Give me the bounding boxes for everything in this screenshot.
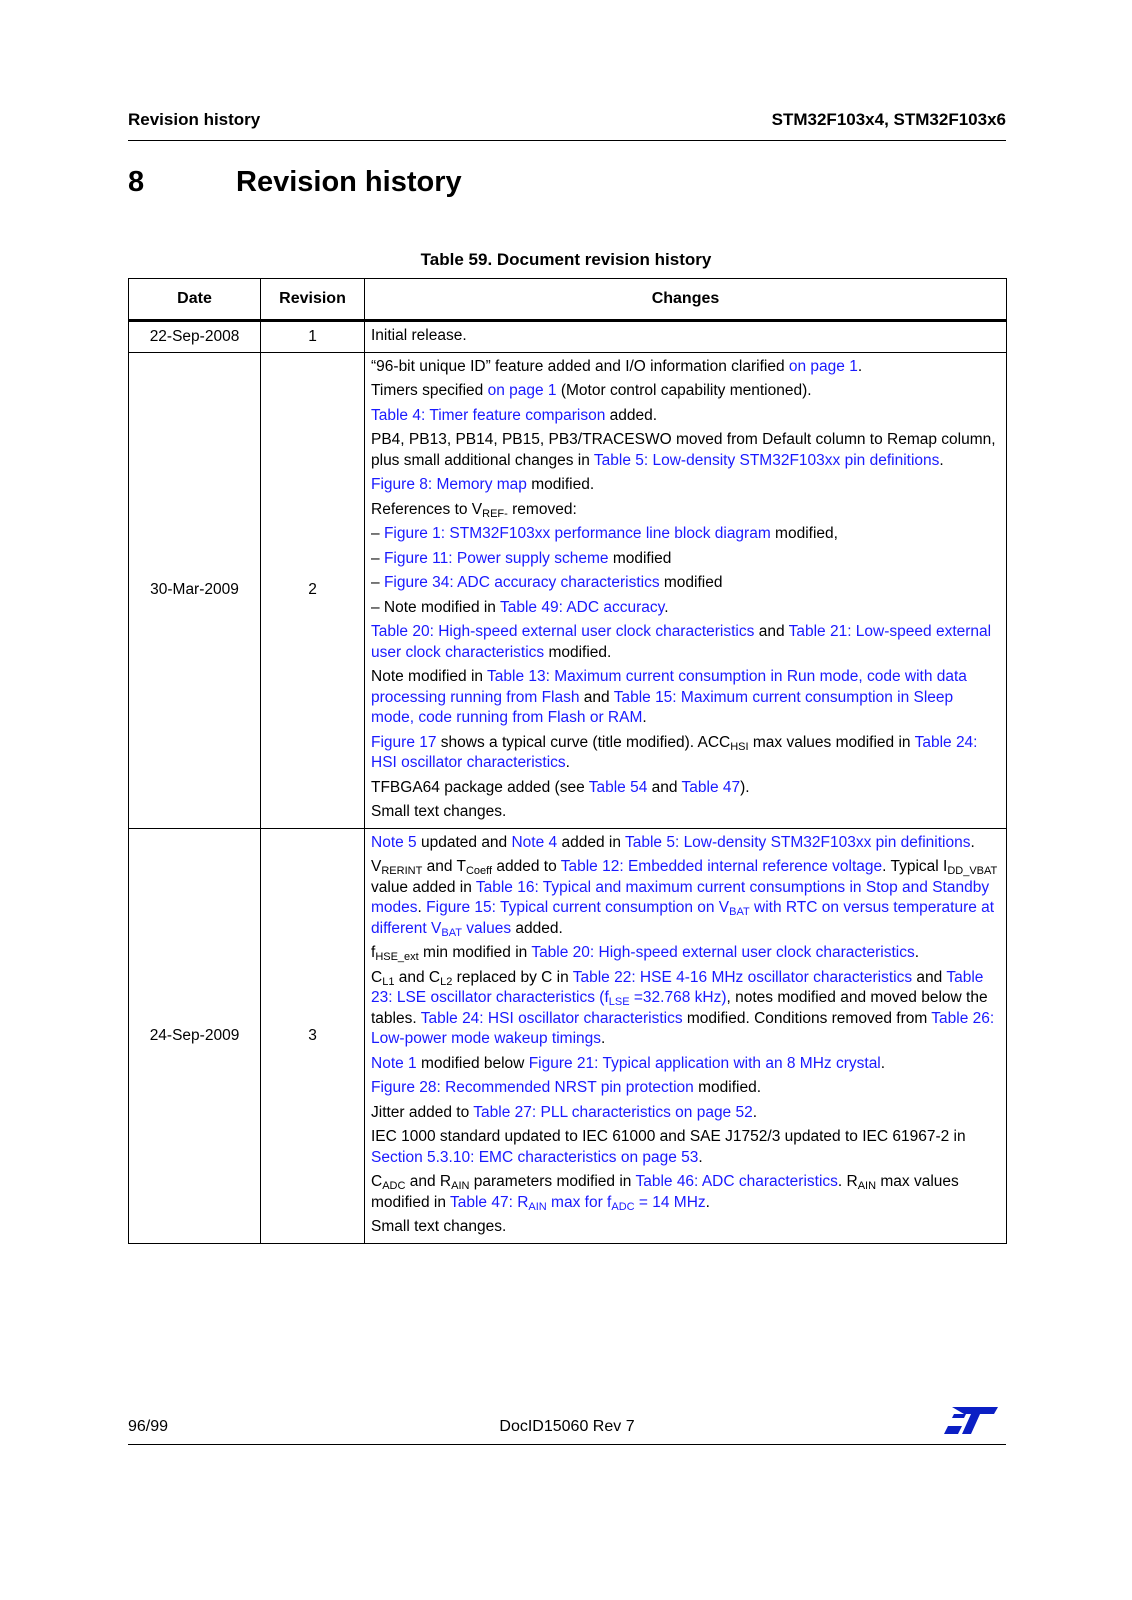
document-id: DocID15060 Rev 7 [499,1418,635,1435]
header-section-title: Revision history [128,110,261,129]
change-item: $f_{HSE\_ext}$ min modified in Table 20: High-speed external user clock characteristics. [371,944,920,963]
figure-link[interactable]: Figure 1: STM32F103xx performance line block diagram [383,525,771,542]
table-link[interactable]: Table 16: Typical and maximum current consumptions in Stop and Standby modes [371,878,990,916]
note-link[interactable]: Note 1 [371,1054,417,1072]
table-link[interactable]: Table 24: HSI oscillator characteristics [371,733,978,771]
page-link[interactable]: on page 1 [788,357,858,375]
page-link[interactable]: on page 1 [487,382,557,399]
change-item: Figure 17 shows a typical curve (title modified). $ACC_{HSI}$ max values modified in Table 24: HSI oscillator characteristics. [371,733,978,771]
change-item: References to $V_{REF-}$ removed: [371,500,577,520]
table-link[interactable]: Table 47: $R_{AIN}$ max for $f_{ADC} = 14$ MHz [449,1193,706,1213]
note-link[interactable]: Note 4 [511,833,558,851]
page-footer [128,1418,1006,1445]
figure-link[interactable]: Figure 15: Typical current consumption on $V_{BAT}$ with RTC on versus temperature at different $V_{BAT}$ values [371,899,995,939]
figure-link[interactable]: Figure 11: Power supply scheme [383,549,609,567]
table-row [129,828,1007,1243]
table-link[interactable]: Table 27: PLL characteristics on page 52 [473,1103,753,1121]
section-number: 8 [128,166,145,198]
table-link[interactable]: Table 47 [681,778,741,796]
change-item: Initial release. [371,327,467,344]
table-row [129,352,1007,828]
change-item: – Figure 34: ADC accuracy characteristics modified [371,574,723,591]
figure-link[interactable]: Figure 8: Memory map [371,476,527,493]
changes-cell [365,828,1007,1243]
date-cell: 30-Mar-2009 [129,352,261,828]
change-item: – Figure 1: STM32F103xx performance line block diagram modified, [371,525,838,542]
date-cell: 22-Sep-2008 [129,321,261,353]
table-link[interactable]: Table 15: Maximum current consumption in Sleep mode, code running from Flash or RAM [371,688,954,726]
change-item: Note 5 updated and Note 4 added in Table 5: Low-density STM32F103xx pin definitions. [371,833,975,851]
change-item: Note 1 modified below Figure 21: Typical application with an 8 MHz crystal. [371,1054,886,1072]
change-item: $C_{ADC}$ and $R_{AIN}$ parameters modified in Table 46: ADC characteristics. $R_{AIN}$ max values modified in Table 47: $R_{AIN}$ max for $f_{ADC} = 14$ MHz. [371,1173,959,1213]
change-item: TFBGA64 package added (see Table 54 and Table 47). [371,778,750,796]
revision-cell: 2 [261,352,365,828]
table-link[interactable]: Table 21: Low-speed external user clock characteristics [371,623,992,661]
table-link[interactable]: Table 13: Maximum current consumption in Run mode, code with data processing running from Flash [371,668,967,706]
table-header-row [129,279,1007,321]
change-item: – Figure 11: Power supply scheme modified [371,549,672,567]
table-link[interactable]: Table 22: HSE 4-16 MHz oscillator characteristics [572,968,913,986]
table-link[interactable]: Table 12: Embedded internal reference voltage [560,858,883,875]
table-link[interactable]: Table 20: High-speed external user clock characteristics [371,623,755,640]
change-item: $V_{RERINT}$ and $T_{Coeff}$ added to Table 12: Embedded internal reference voltage. Typical $I_{DD\_VBAT}$ value added in Table 16: Typical and maximum current consumptions in Stop and Standby modes. Figure 15: Typical current consumption on $V_{BAT}$ with RTC on versus temperature at different $V_{BAT}$ values added. [371,858,998,939]
table-link[interactable]: Table 49: ADC accuracy [499,598,665,616]
change-item: IEC 1000 standard updated to IEC 61000 and SAE J1752/3 updated to IEC 61967-2 in Section 5.3.10: EMC characteristics on page 53. [371,1128,966,1166]
table-link[interactable]: Table 24: HSI oscillator characteristics [420,1009,683,1027]
revision-cell: 1 [261,321,365,353]
change-item: Table 20: High-speed external user clock characteristics and Table 21: Low-speed external user clock characteristics modified. [371,623,992,661]
st-logo-icon [944,1404,1000,1441]
change-item: Figure 28: Recommended NRST pin protection modified. [371,1079,761,1096]
column-header-revision: Revision [261,279,365,321]
date-cell: 24-Sep-2009 [129,828,261,1243]
changes-cell [365,321,1007,353]
table-row [129,321,1007,353]
section-link[interactable]: Section 5.3.10: EMC characteristics on page 53 [371,1148,699,1166]
change-item: PB4, PB13, PB14, PB15, PB3/TRACESWO moved from Default column to Remap column, plus small additional changes in Table 5: Low-density STM32F103xx pin definitions. [371,431,996,469]
page-header [128,110,1006,141]
note-link[interactable]: Note 5 [371,833,417,851]
change-item: Note modified in Table 13: Maximum current consumption in Run mode, code with data processing running from Flash and Table 15: Maximum current consumption in Sleep mode, code running from Flash or RAM. [371,668,967,726]
table-caption: Table 59. Document revision history [420,250,712,269]
table-link[interactable]: Table 26: Low-power mode wakeup timings [371,1009,995,1047]
page-number: 96/99 [128,1418,169,1435]
section-title: Revision history [236,166,462,198]
change-item: Timers specified on page 1 (Motor control capability mentioned). [371,382,812,399]
table-link[interactable]: Table 5: Low-density STM32F103xx pin definitions [624,833,971,851]
change-item: Table 4: Timer feature comparison added. [371,406,658,424]
revision-cell: 3 [261,828,365,1243]
change-item: – Note modified in Table 49: ADC accuracy. [371,598,669,616]
header-product-name: STM32F103x4, STM32F103x6 [771,110,1006,129]
table-link[interactable]: Table 4: Timer feature comparison [371,406,606,424]
table-link[interactable]: Table 54 [588,778,648,796]
revision-history-table [128,278,1007,1244]
figure-link[interactable]: Figure 21: Typical application with an 8 MHz crystal [528,1054,881,1072]
change-item: Small text changes. [371,1218,507,1235]
column-header-date: Date [129,279,261,321]
change-item: Jitter added to Table 27: PLL characteristics on page 52. [371,1103,758,1121]
figure-link[interactable]: Figure 34: ADC accuracy characteristics [383,574,660,591]
table-link[interactable]: Table 20: High-speed external user clock characteristics [531,944,915,961]
changes-cell [365,352,1007,828]
change-item: $C_{L1}$ and $C_{L2}$ replaced by C in Table 22: HSE 4-16 MHz oscillator characteristics and Table 23: LSE oscillator characteristics ($f_{LSE} =32.768$ kHz), notes modified and moved below the tables. Table 24: HSI oscillator characteristics modified. Conditions removed from Table 26: Low-power mode wakeup timings. [371,968,995,1047]
change-item: Small text changes. [371,803,507,820]
column-header-changes: Changes [365,279,1007,321]
figure-link[interactable]: Figure 28: Recommended NRST pin protection [371,1079,694,1096]
figure-link[interactable]: Figure 17 [371,733,437,751]
change-item: “96-bit unique ID” feature added and I/O information clarified on page 1. [371,357,863,375]
table-link[interactable]: Table 5: Low-density STM32F103xx pin definitions [593,451,940,469]
table-link[interactable]: Table 23: LSE oscillator characteristics ($f_{LSE} =32.768$ kHz) [371,968,984,1008]
change-item: Figure 8: Memory map modified. [371,476,595,493]
table-link[interactable]: Table 46: ADC characteristics [635,1173,838,1190]
